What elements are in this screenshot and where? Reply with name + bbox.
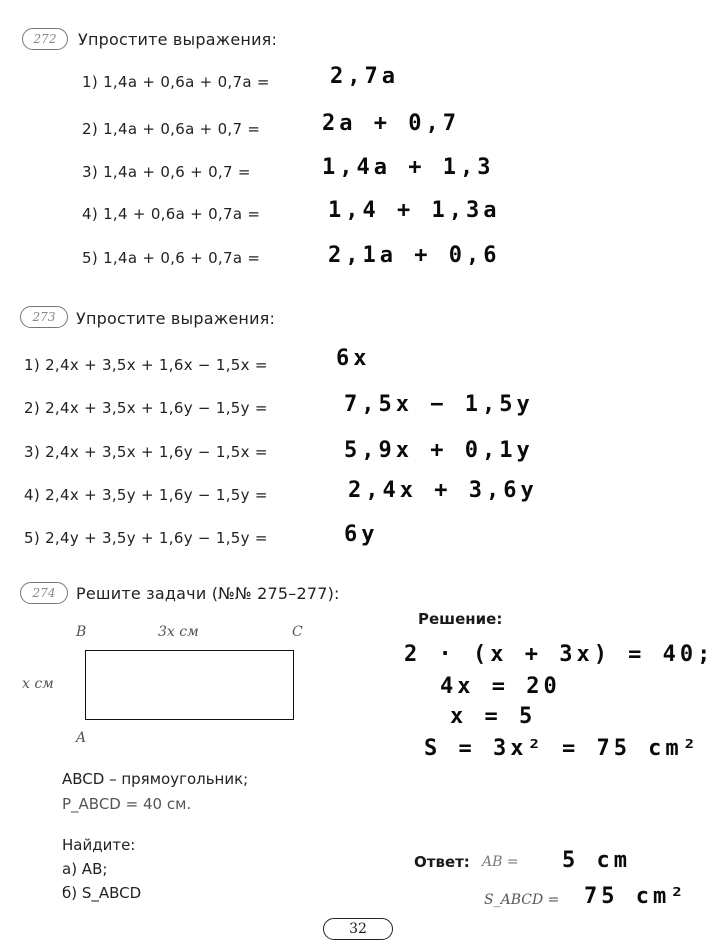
handwritten-answer: 6y <box>344 522 379 547</box>
find-item: б) S_ABCD <box>62 884 142 902</box>
expression: 2) 1,4a + 0,6a + 0,7 = <box>82 120 261 138</box>
expression: 5) 2,4y + 3,5y + 1,6y − 1,5y = <box>24 529 268 547</box>
answer-ab-value: 5 cm <box>562 848 631 873</box>
expression: 4) 2,4x + 3,5y + 1,6y − 1,5y = <box>24 486 268 504</box>
expression: 2) 2,4x + 3,5x + 1,6y − 1,5y = <box>24 399 268 417</box>
page-number: 32 <box>323 918 393 940</box>
solution-line: 2 · (x + 3x) = 40; <box>404 642 715 667</box>
top-side-label: 3x см <box>158 624 199 640</box>
task-heading: Решите задачи (№№ 275–277): <box>76 584 340 603</box>
solution-line: x = 5 <box>450 704 537 729</box>
task-number-badge: 274 <box>20 582 68 604</box>
expression: 4) 1,4 + 0,6a + 0,7a = <box>82 205 261 223</box>
handwritten-answer: 2,4x + 3,6y <box>348 478 538 503</box>
handwritten-answer: 5,9x + 0,1y <box>344 438 534 463</box>
condition-line: ABCD – прямоугольник; <box>62 770 249 788</box>
find-title: Найдите: <box>62 836 136 854</box>
task-number-badge: 273 <box>20 306 68 328</box>
answer-s-label: S_ABCD = <box>484 892 560 908</box>
expression: 5) 1,4a + 0,6 + 0,7a = <box>82 249 261 267</box>
vertex-label-c: C <box>292 624 303 640</box>
rectangle-figure <box>85 650 294 720</box>
condition-line: P_ABCD = 40 см. <box>62 795 192 813</box>
expression: 1) 1,4a + 0,6a + 0,7a = <box>82 73 270 91</box>
handwritten-answer: 2,1a + 0,6 <box>328 243 501 268</box>
task-number-badge: 272 <box>22 28 68 50</box>
handwritten-answer: 7,5x − 1,5y <box>344 392 534 417</box>
solution-line: 4x = 20 <box>440 674 561 699</box>
solution-line: S = 3x² = 75 cm² <box>424 736 700 761</box>
answer-s-value: 75 cm² <box>584 884 688 909</box>
handwritten-answer: 2a + 0,7 <box>322 111 460 136</box>
handwritten-answer: 2,7a <box>330 64 399 89</box>
find-item: а) AB; <box>62 860 108 878</box>
answer-ab-label: AB = <box>482 854 519 870</box>
vertex-label-b: B <box>76 624 87 640</box>
handwritten-answer: 1,4 + 1,3a <box>328 198 501 223</box>
solution-title: Решение: <box>418 610 503 628</box>
vertex-label-a: A <box>76 730 87 746</box>
expression: 3) 1,4a + 0,6 + 0,7 = <box>82 163 251 181</box>
left-side-label: x см <box>22 676 54 692</box>
handwritten-answer: 1,4a + 1,3 <box>322 155 495 180</box>
expression: 3) 2,4x + 3,5x + 1,6y − 1,5x = <box>24 443 268 461</box>
task-heading: Упростите выражения: <box>78 30 278 49</box>
task-heading: Упростите выражения: <box>76 309 276 328</box>
expression: 1) 2,4x + 3,5x + 1,6x − 1,5x = <box>24 356 268 374</box>
answer-label: Ответ: <box>414 853 470 871</box>
handwritten-answer: 6x <box>336 346 371 371</box>
